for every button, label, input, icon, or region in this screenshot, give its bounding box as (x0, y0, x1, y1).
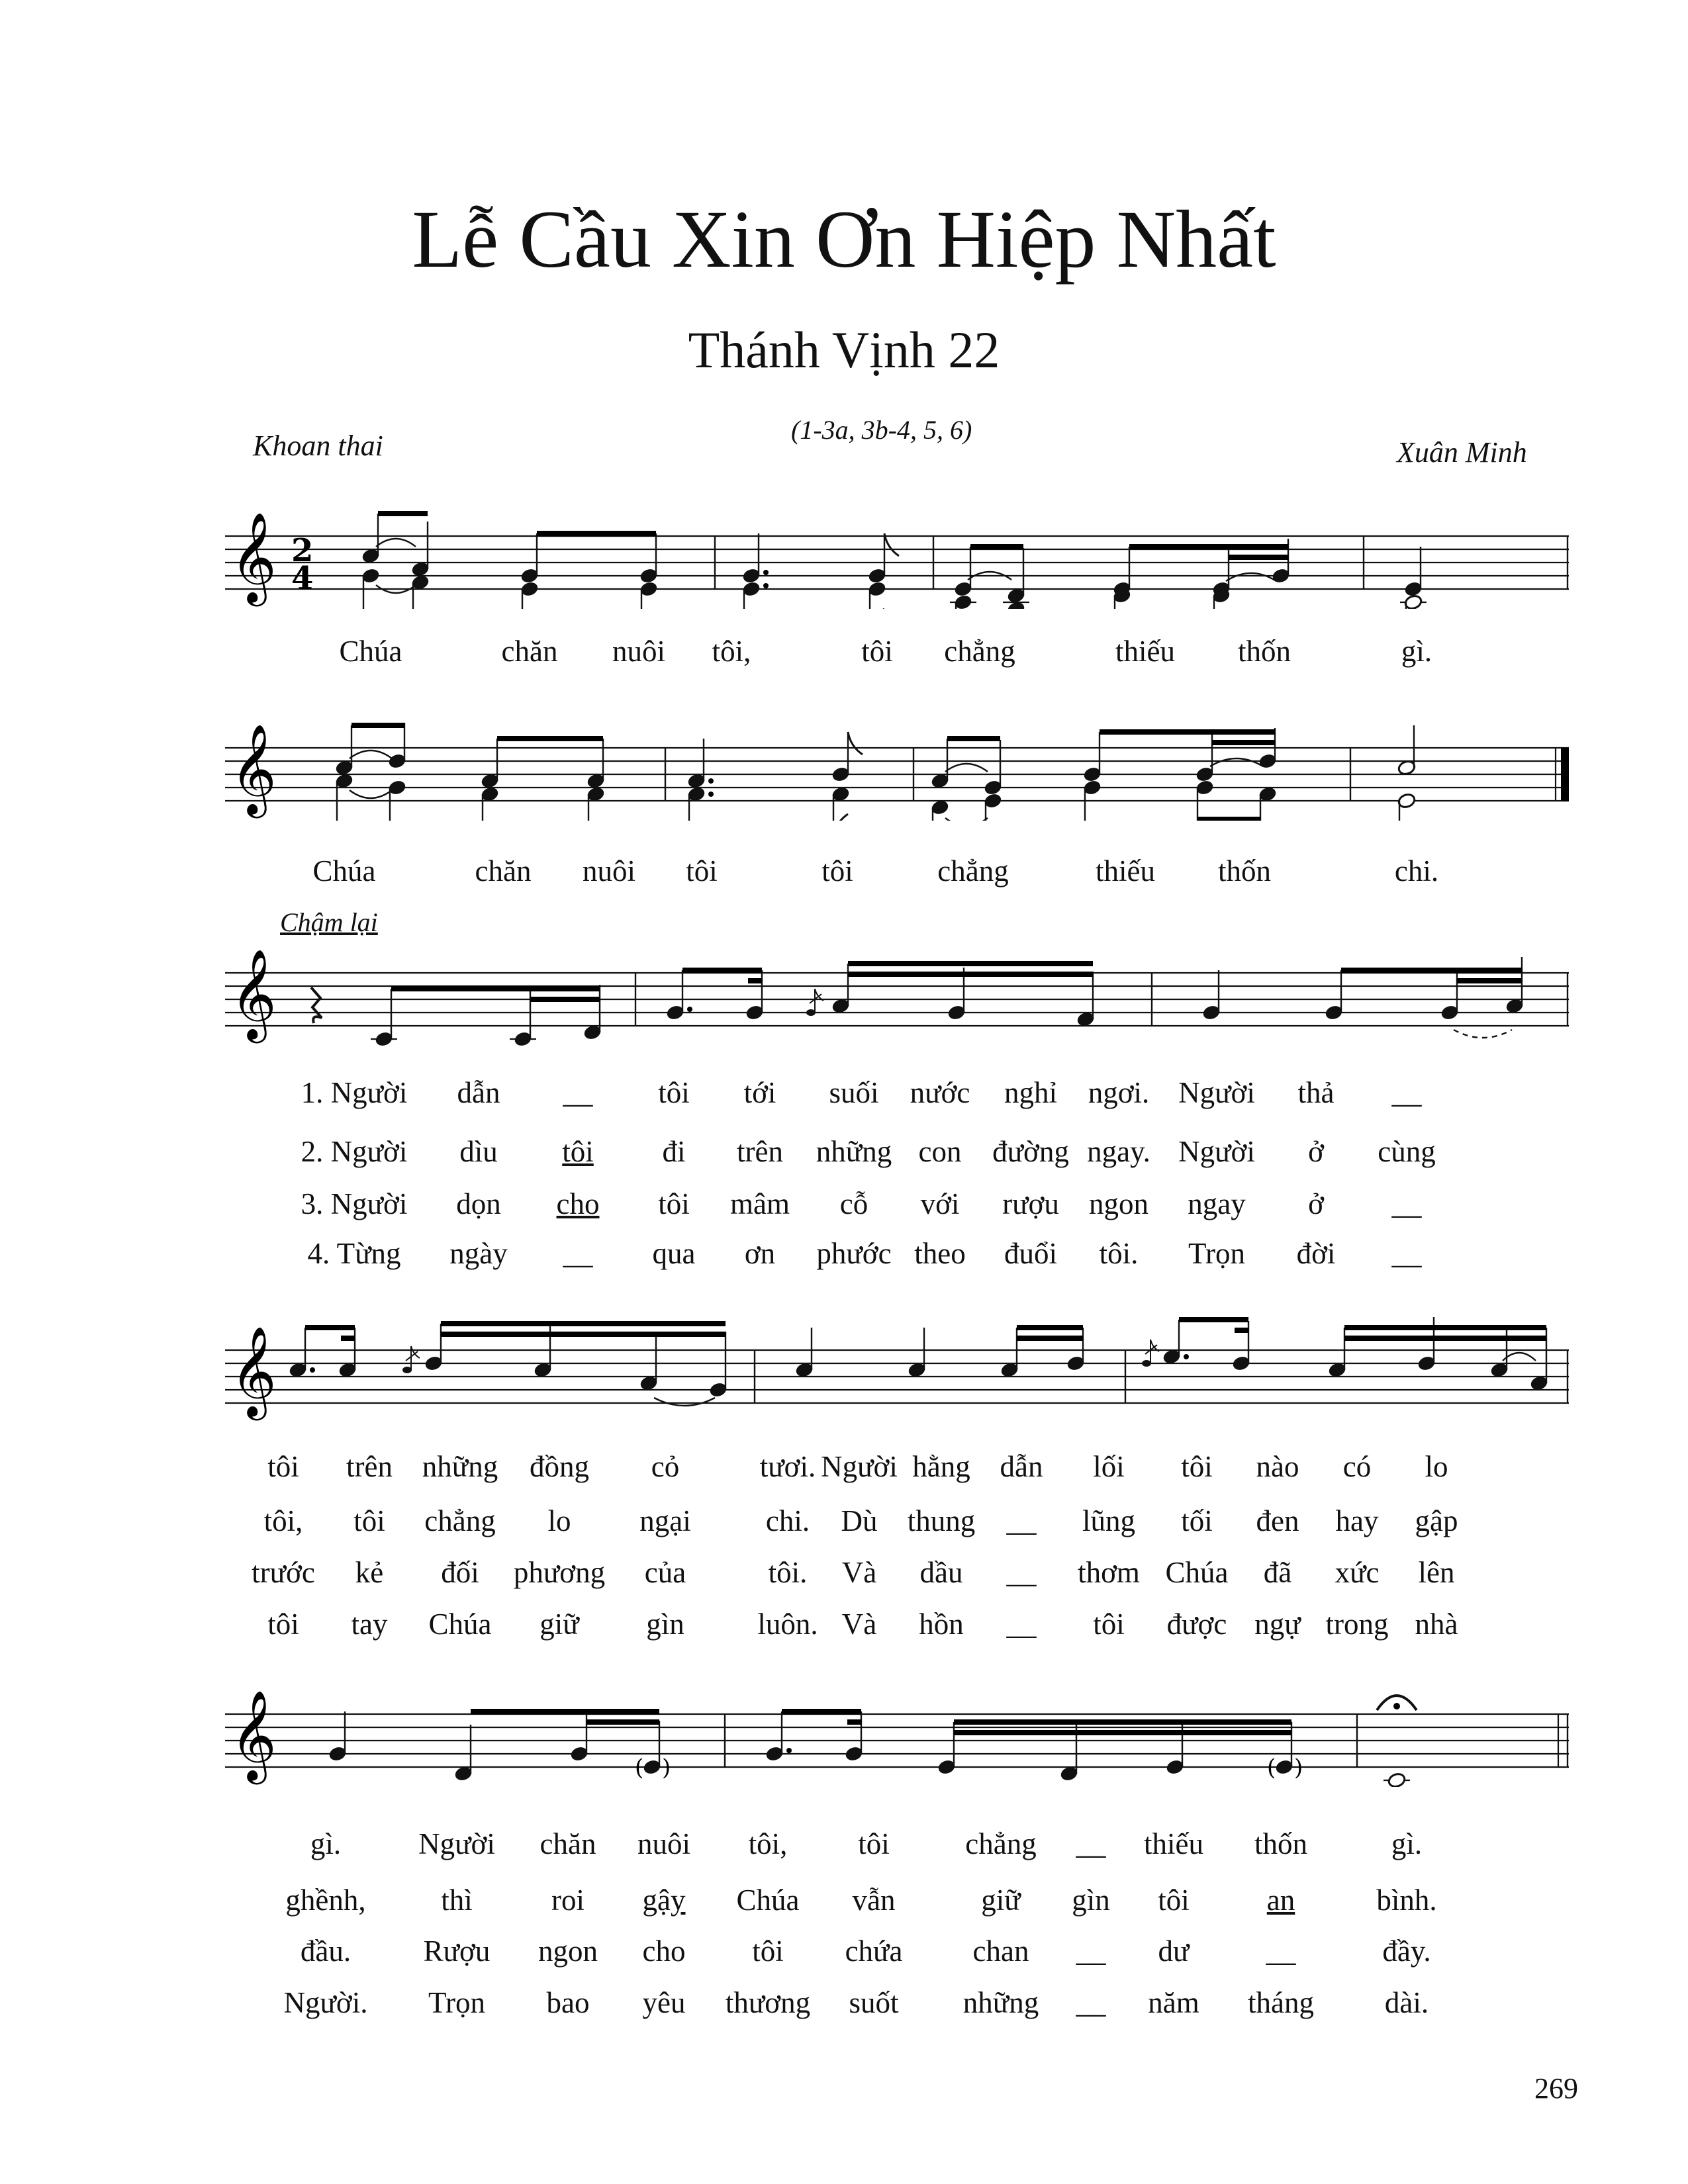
lyric-syllable: bình. (1376, 1884, 1437, 1917)
lyric-syllable: thương (725, 1986, 811, 2019)
treble-clef-icon: 𝄞 (230, 1325, 277, 1416)
lyric-syllable: dìu (459, 1135, 498, 1168)
lyric-syllable: tôi (353, 1504, 385, 1537)
note-beam (305, 1325, 355, 1330)
lyric-syllable: tôi, (263, 1504, 303, 1537)
note-beam (1344, 1325, 1546, 1330)
lyric-syllable: dài. (1384, 1986, 1429, 2019)
parenthesis-left: ( (635, 1754, 644, 1781)
lyric-syllable: Người. (283, 1986, 368, 2019)
note-beam (530, 997, 600, 1002)
lyric-syllable: gì. (1391, 1827, 1423, 1860)
lyric-syllable: thơm (1078, 1556, 1140, 1589)
lyric-syllable: dẫn (457, 1076, 500, 1109)
lyric-syllable: tôi (1093, 1608, 1125, 1641)
verse-reference: (1-3a, 3b-4, 5, 6) (791, 415, 972, 445)
note-flag (848, 732, 863, 754)
lyric-syllable: chẳng (965, 1827, 1037, 1860)
lyric-syllable: hằng (912, 1450, 970, 1483)
lyric-syllable: tôi. (1099, 1237, 1139, 1270)
lyric-syllable: ngại (639, 1504, 691, 1537)
phrase-slur-dashed (1454, 1030, 1512, 1038)
lyric-syllable: 2. Người (301, 1135, 408, 1168)
note-beam (1344, 1336, 1546, 1341)
lyric-syllable: roi (551, 1884, 585, 1917)
lyric-syllable: với (920, 1187, 960, 1220)
lyric-syllable: hay (1335, 1504, 1379, 1537)
parenthesis-left: ( (1267, 1754, 1276, 1781)
note-beam (1457, 978, 1522, 983)
lyric-syllable: đuổi (1004, 1237, 1058, 1270)
note-beam (1212, 740, 1275, 745)
lyric-syllable: chi. (1394, 854, 1439, 887)
quarter-rest-icon (311, 987, 322, 1023)
tie-slur (350, 751, 392, 758)
lyric-syllable: chẳng (937, 854, 1009, 887)
lyric-syllable: Và (841, 1556, 877, 1589)
lyric-syllable: gì. (310, 1827, 342, 1860)
lyric-syllable: tới (743, 1076, 776, 1109)
note-beam (782, 1709, 861, 1714)
lyric-syllable: Dù (841, 1504, 878, 1537)
lyric-syllable: nuôi (637, 1827, 691, 1860)
lyric-syllable: __ (1006, 1504, 1037, 1537)
note-beam (1235, 1328, 1248, 1333)
lyric-syllable: Chúa (736, 1884, 800, 1917)
final-bar-thick (1561, 748, 1569, 801)
note-beam (1341, 968, 1522, 973)
lyric-syllable: dư (1158, 1934, 1190, 1968)
lyric-syllable: cùng (1378, 1135, 1436, 1168)
note-beam (378, 511, 428, 516)
lyric-syllable: ngay (1188, 1187, 1246, 1220)
note-beam (352, 723, 404, 728)
lyric-syllable: bao (546, 1986, 590, 2019)
music-staff-2 (225, 715, 1575, 821)
lyric-syllable: đối (441, 1556, 479, 1589)
lyric-syllable: có (1342, 1450, 1372, 1483)
tie-slur (1503, 1353, 1536, 1361)
lyric-syllable: đầy. (1382, 1934, 1431, 1968)
lyric-syllable: tôi (752, 1934, 784, 1968)
lyric-syllable: suối (829, 1076, 879, 1109)
lyric-syllable: tôi (858, 1827, 890, 1860)
lyric-syllable: tay (351, 1608, 388, 1641)
lyric-syllable: trước (252, 1556, 315, 1589)
note-beam (441, 1332, 726, 1337)
lyric-syllable: đồng (530, 1450, 589, 1483)
lyric-syllable: phước (816, 1237, 892, 1270)
lyric-syllable: kẻ (355, 1556, 384, 1589)
lyric-syllable: tôi (686, 854, 718, 887)
tie-slur (945, 818, 988, 821)
parenthesis-right: ) (662, 1754, 671, 1781)
lyric-syllable: đời (1296, 1237, 1336, 1270)
page-number: 269 (1534, 2072, 1578, 2105)
lyric-syllable: ơn (744, 1237, 776, 1270)
note-beam (1229, 555, 1288, 560)
lyric-syllable: dầu (919, 1556, 963, 1589)
note-beam (970, 544, 1023, 549)
lyric-syllable: của (644, 1556, 686, 1589)
lyric-syllable: nghỉ (1004, 1076, 1058, 1109)
lyric-syllable: Trọn (1188, 1237, 1245, 1270)
lyric-syllable: thả (1297, 1076, 1335, 1109)
augmentation-dot (708, 792, 714, 797)
note-beam (1017, 1336, 1083, 1341)
lyric-syllable: tôi (1181, 1450, 1213, 1483)
time-signature-bottom: 4 (291, 560, 314, 597)
lyric-syllable: dọn (456, 1187, 501, 1220)
lyric-syllable: tôi, (712, 635, 751, 668)
lyric-syllable: nào (1256, 1450, 1299, 1483)
lyric-syllable: ngày (449, 1237, 508, 1270)
lyric-syllable: trên (737, 1135, 783, 1168)
augmentation-dot (786, 1748, 792, 1753)
lyric-syllable: thiếu (1115, 635, 1175, 668)
lyric-syllable: chăn (539, 1827, 596, 1860)
lyric-syllable: nước (910, 1076, 970, 1109)
augmentation-dot (763, 570, 769, 575)
note-beam (537, 531, 656, 536)
lyric-syllable: chăn (501, 635, 558, 668)
lyric-syllable: năm (1148, 1986, 1199, 2019)
lyric-syllable: đầu. (300, 1934, 352, 1968)
lyric-syllable: lo (1425, 1450, 1448, 1483)
lyric-syllable: thốn (1237, 635, 1291, 668)
lyric-syllable: 1. Người (301, 1076, 408, 1109)
grace-note-head (1142, 1360, 1151, 1367)
lyric-syllable: thiếu (1144, 1827, 1203, 1860)
grace-note-head (806, 1009, 816, 1016)
lyric-syllable: __ (1391, 1187, 1422, 1220)
music-staff-5 (225, 1681, 1575, 1787)
lyric-syllable: __ (1076, 1827, 1106, 1860)
lyric-syllable: chăn (475, 854, 532, 887)
lyric-syllable: những (422, 1450, 498, 1483)
lyric-syllable: ngơi. (1088, 1076, 1150, 1109)
lyric-syllable: cỗ (839, 1187, 868, 1220)
lyric-syllable: __ (563, 1076, 593, 1109)
note-beam (1017, 1325, 1083, 1330)
lyric-syllable: tôi (821, 854, 853, 887)
music-staff-3 (225, 940, 1575, 1046)
lyric-syllable: Chúa (428, 1608, 492, 1641)
lyric-syllable: phương (513, 1556, 606, 1589)
lyric-syllable: cho (556, 1187, 600, 1220)
lyric-syllable: 4. Từng (307, 1237, 401, 1270)
note-beam (441, 1321, 726, 1326)
lyric-syllable: ở (1308, 1135, 1324, 1168)
page-subtitle: Thánh Vịnh 22 (688, 321, 1000, 379)
lyric-syllable: Người (1178, 1135, 1255, 1168)
lyric-syllable: tôi (267, 1450, 299, 1483)
augmentation-dot (687, 1007, 692, 1012)
lyric-syllable: ngự (1254, 1608, 1301, 1641)
tie-slur (1210, 758, 1263, 766)
lyric-syllable: ghềnh, (285, 1884, 366, 1917)
lyric-syllable: mâm (730, 1187, 790, 1220)
lyric-syllable: đã (1263, 1556, 1292, 1589)
lyric-syllable: cho (642, 1934, 686, 1968)
lyric-syllable: thốn (1217, 854, 1272, 887)
treble-clef-icon: 𝄞 (230, 511, 277, 602)
lyric-syllable: Chúa (1165, 1556, 1229, 1589)
note-beam (748, 978, 762, 983)
lyric-syllable: chẳng (944, 635, 1015, 668)
music-staff-1 (225, 503, 1575, 609)
lyric-syllable: những (816, 1135, 892, 1168)
lyric-syllable: ngay. (1087, 1135, 1150, 1168)
treble-clef-icon: 𝄞 (230, 948, 277, 1039)
music-staff-4 (225, 1317, 1575, 1423)
lyric-syllable: chứa (845, 1934, 903, 1968)
lyric-syllable: __ (1076, 1986, 1106, 2019)
lyric-syllable: tôi. (768, 1556, 808, 1589)
note-beam (391, 986, 600, 991)
lyric-syllable: đi (662, 1135, 686, 1168)
lyric-syllable: gập (1415, 1504, 1458, 1537)
lyric-syllable: __ (563, 1237, 593, 1270)
tie-slur (1226, 573, 1276, 581)
augmentation-dot (763, 583, 769, 588)
tie-slur (945, 764, 988, 772)
note-beam (848, 961, 1093, 966)
lyric-syllable: gìn (1072, 1884, 1110, 1917)
note-beam (954, 1730, 1291, 1735)
lyric-syllable: Rượu (423, 1934, 491, 1968)
note-beam (954, 1719, 1291, 1725)
lyric-syllable: tối (1181, 1504, 1213, 1537)
note-beam (471, 1709, 659, 1714)
lyric-syllable: ngon (1089, 1187, 1149, 1220)
lyric-syllable: trong (1325, 1608, 1389, 1641)
lyric-syllable: ở (1308, 1187, 1324, 1220)
lyric-syllable: Người (821, 1450, 898, 1483)
grace-note-head (402, 1367, 412, 1373)
note-beam (341, 1336, 355, 1341)
lyric-syllable: cỏ (651, 1450, 680, 1483)
lyric-syllable: con (918, 1135, 962, 1168)
note-beam (1129, 544, 1288, 549)
lyric-syllable: xức (1335, 1556, 1380, 1589)
note-beam (1100, 729, 1275, 735)
lyric-syllable: được (1166, 1608, 1227, 1641)
lyric-syllable: Và (841, 1608, 877, 1641)
lyric-syllable: tôi (1158, 1884, 1190, 1917)
tie-slur (350, 790, 392, 798)
parenthesis-right: ) (1294, 1754, 1303, 1781)
lyric-syllable: __ (1006, 1556, 1037, 1589)
lyric-syllable: 3. Người (301, 1187, 408, 1220)
tempo-marking: Khoan thai (253, 430, 383, 462)
lyric-syllable: Người (418, 1827, 495, 1860)
note-beam (1179, 1317, 1248, 1322)
augmentation-dot (310, 1367, 315, 1373)
lyric-syllable: an (1266, 1884, 1295, 1917)
lyric-syllable: tôi (658, 1187, 690, 1220)
lyric-syllable: ngon (538, 1934, 598, 1968)
note-beam (497, 736, 603, 741)
treble-clef-icon: 𝄞 (230, 723, 277, 814)
note-flag (833, 814, 848, 821)
note-beam (848, 972, 1093, 977)
lyric-syllable: nuôi (612, 635, 666, 668)
time-signature-top: 2 (291, 532, 314, 569)
note-beam (947, 736, 1000, 741)
lyric-syllable: nuôi (582, 854, 636, 887)
lyric-syllable: yêu (642, 1986, 686, 2019)
fermata-dot (1393, 1703, 1400, 1709)
lyric-syllable: __ (1391, 1076, 1422, 1109)
lyric-syllable: theo (914, 1237, 966, 1270)
lyric-syllable: đường (992, 1135, 1069, 1168)
tie-slur (654, 1398, 715, 1406)
lyric-syllable: gìn (646, 1608, 684, 1641)
lyric-syllable: Người (1178, 1076, 1255, 1109)
lyric-syllable: __ (1076, 1934, 1106, 1968)
lyric-syllable: lo (547, 1504, 571, 1537)
note-head (1387, 1772, 1407, 1787)
note-beam (1197, 817, 1260, 821)
lyric-syllable: lối (1093, 1450, 1125, 1483)
lyric-syllable: dẫn (1000, 1450, 1043, 1483)
lyric-syllable: thiếu (1096, 854, 1155, 887)
augmentation-dot (708, 778, 714, 784)
lyric-syllable: giữ (539, 1608, 579, 1641)
lyric-syllable: tôi (562, 1135, 594, 1168)
note-beam (682, 968, 762, 973)
lyric-syllable: gì. (1401, 635, 1432, 668)
lyric-syllable: lên (1418, 1556, 1455, 1589)
lyric-syllable: những (962, 1986, 1039, 2019)
tempo-change-marking: Chậm lại (280, 907, 378, 937)
tie-slur (376, 539, 416, 547)
lyric-syllable: rượu (1002, 1187, 1059, 1220)
lyric-syllable: tôi (861, 635, 893, 668)
lyric-syllable: suốt (849, 1986, 899, 2019)
lyric-syllable: thốn (1254, 1827, 1308, 1860)
composer-name: Xuân Minh (1397, 436, 1527, 469)
lyric-syllable: lũng (1082, 1504, 1136, 1537)
lyric-syllable: chẳng (424, 1504, 496, 1537)
lyric-syllable: tôi (658, 1076, 690, 1109)
lyric-syllable: __ (1006, 1608, 1037, 1641)
lyric-syllable: thung (907, 1504, 976, 1537)
lyric-syllable: tôi (267, 1608, 299, 1641)
lyric-syllable: nhà (1415, 1608, 1458, 1641)
lyric-syllable: Chúa (339, 635, 402, 668)
lyric-syllable: trên (346, 1450, 393, 1483)
lyric-syllable: __ (1391, 1237, 1422, 1270)
lyric-syllable: hồn (919, 1608, 964, 1641)
note-beam (847, 1719, 861, 1725)
lyric-syllable: chan (972, 1934, 1029, 1968)
lyric-syllable: __ (1266, 1934, 1296, 1968)
augmentation-dot (1184, 1354, 1189, 1359)
lyric-syllable: đen (1256, 1504, 1299, 1537)
lyric-syllable: thì (441, 1884, 473, 1917)
lyric-syllable: Chúa (312, 854, 376, 887)
lyric-syllable: giữ (981, 1884, 1021, 1917)
treble-clef-icon: 𝄞 (230, 1689, 277, 1780)
lyric-syllable: Trọn (428, 1986, 485, 2019)
lyric-syllable: tươi. (759, 1450, 816, 1483)
lyric-syllable: gậy (642, 1884, 686, 1917)
lyric-syllable: tháng (1248, 1986, 1314, 2019)
lyric-syllable: luôn. (757, 1608, 818, 1641)
note-beam (586, 1719, 659, 1725)
lyric-syllable: tôi, (748, 1827, 788, 1860)
page-title: Lễ Cầu Xin Ơn Hiệp Nhất (412, 194, 1276, 285)
lyric-syllable: chi. (765, 1504, 810, 1537)
lyric-syllable: vẫn (852, 1884, 896, 1917)
lyric-syllable: qua (652, 1237, 696, 1270)
